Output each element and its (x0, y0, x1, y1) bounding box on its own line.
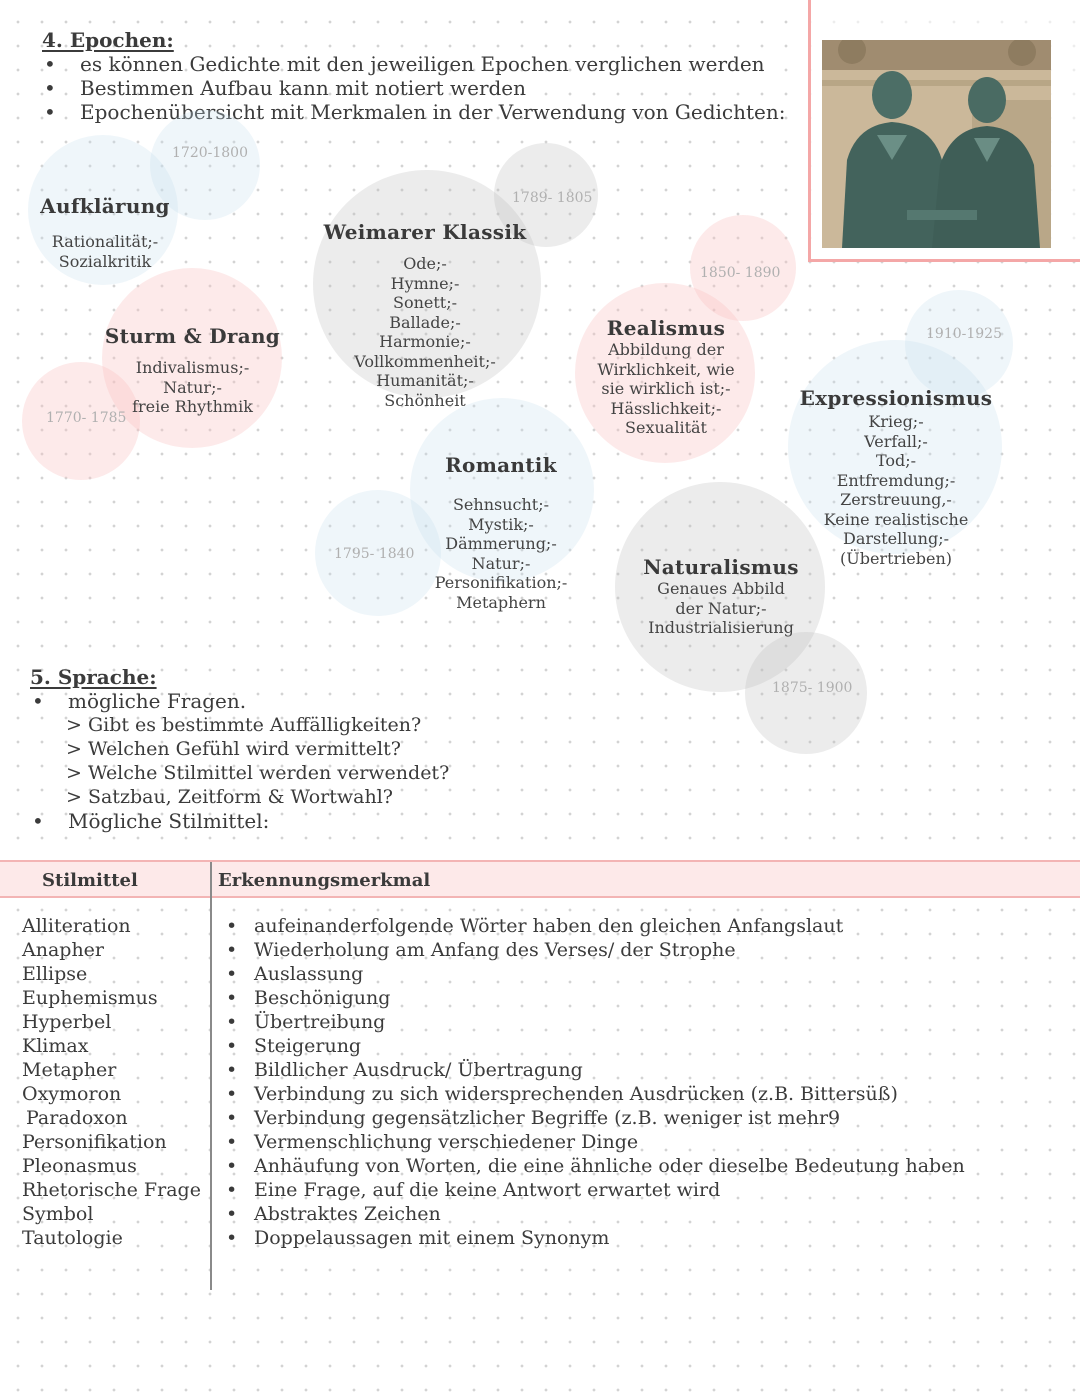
table-term: Tautologie (22, 1227, 123, 1249)
expressionismus-date: 1910-1925 (926, 326, 1002, 342)
table-header-stilmittel: Stilmittel (42, 870, 138, 891)
table-term: Symbol (22, 1203, 94, 1225)
epoch-feature: Industrialisierung (648, 618, 794, 637)
section-5-bullets (30, 689, 246, 713)
epoch-title: Naturalismus (643, 555, 799, 579)
epoch-feature: Vollkommenheit;- (354, 351, 496, 371)
table-divider (210, 862, 212, 1290)
table-definition: • Steigerung (218, 1034, 965, 1058)
table-term: Hyperbel (22, 1011, 112, 1033)
epoch-feature: Harmonie;- (379, 332, 471, 351)
epoch-feature: (Übertrieben) (839, 548, 952, 568)
epoch-feature: Wirklichkeit, wie (597, 359, 735, 379)
epoch-title: Sturm & Drang (104, 324, 281, 348)
epoch-feature: Sexualität (625, 418, 707, 437)
table-term: Metapher (22, 1059, 117, 1081)
epoch-aufklaerung (30, 194, 180, 271)
epoch-feature: Verfall;- (864, 431, 928, 451)
section-4-title: 4. Epochen: (42, 28, 174, 52)
section-4-bullets (42, 52, 786, 124)
table-header-erkennungsmerkmal: Erkennungsmerkmal (218, 870, 431, 891)
epoch-feature: Mystik;- (468, 514, 534, 534)
table-definition: • Bildlicher Ausdruck/ Übertragung (218, 1058, 965, 1082)
epoch-feature: Indivalismus;- (135, 358, 250, 377)
naturalismus-date: 1875- 1900 (772, 680, 853, 696)
section-4-bullet: • Bestimmen Aufbau kann mit notiert werden (42, 76, 786, 100)
table-definition: • Verbindung zu sich widersprechenden Ausdrücken (z.B. Bittersüß) (218, 1082, 965, 1106)
table-term: Oxymoron (22, 1083, 122, 1105)
table-term: Anapher (22, 939, 105, 961)
section-4-bullet: • Epochenübersicht mit Merkmalen in der Verwendung von Gedichten: (42, 100, 786, 124)
merkmal-column (218, 914, 965, 1250)
epoch-feature: Keine realistische (823, 509, 969, 529)
section-5-title: 5. Sprache: (30, 665, 157, 689)
sturm-date: 1770- 1785 (46, 410, 127, 426)
table-definition: • Vermenschlichung verschiedener Dinge (218, 1130, 965, 1154)
question-list (0, 713, 449, 809)
table-term: Pleonasmus (22, 1155, 137, 1177)
table-definition: • Anhäufung von Worten, die eine ähnliche oder dieselbe Bedeutung haben (218, 1154, 965, 1178)
stilmittel-column (22, 914, 201, 1250)
epoch-feature: Personifikation;- (434, 573, 568, 592)
epoch-feature: Hymne;- (390, 273, 460, 293)
epoch-feature: Schönheit (384, 390, 466, 410)
table-definition: • Abstraktes Zeichen (218, 1202, 965, 1226)
epoch-title: Weimarer Klassik (323, 220, 527, 244)
table-term: Alliteration (22, 915, 131, 937)
epoch-feature: Genaues Abbild (657, 579, 785, 598)
table-definition: • aufeinanderfolgende Wörter haben den gleichen Anfangslaut (218, 914, 965, 938)
epoch-sturm-und-drang (100, 324, 285, 417)
realismus-date: 1850- 1890 (700, 265, 781, 281)
section-4 (42, 28, 174, 52)
table-term: Euphemismus (22, 987, 158, 1009)
epoch-weimarer-klassik (320, 220, 530, 410)
table-definition: • Verbindung gegensätzlicher Begriffe (z.B. weniger ist mehr9 (218, 1106, 965, 1130)
table-definition: • Übertreibung (218, 1010, 965, 1034)
epoch-feature: Darstellung;- (842, 529, 949, 548)
romantik-date: 1795- 1840 (334, 546, 415, 562)
section-4-bullet: • es können Gedichte mit den jeweiligen Epochen verglichen werden (42, 52, 786, 76)
epoch-feature: Hässlichkeit;- (610, 398, 722, 418)
epoch-feature: sie wirklich ist;- (601, 379, 731, 398)
epoch-feature: Abbildung der (608, 340, 724, 359)
table-header (0, 860, 1080, 898)
question-item: > Gibt es bestimmte Auffälligkeiten? (66, 714, 422, 736)
epoch-feature: Ballade;- (389, 312, 461, 332)
question-item: > Welchen Gefühl wird vermittelt? (66, 738, 401, 760)
epoch-feature: Zerstreuung,- (840, 490, 952, 509)
section-5-bullets-2 (30, 809, 269, 833)
epoch-feature: Sonett;- (392, 293, 458, 312)
epoch-feature: Metaphern (456, 592, 546, 612)
section-5-bullet: • mögliche Fragen. (30, 689, 246, 713)
question-item: > Welche Stilmittel werden verwendet? (66, 762, 450, 784)
epoch-realismus (578, 316, 754, 438)
epoch-feature: der Natur;- (675, 598, 767, 618)
epoch-feature: Sozialkritik (58, 251, 152, 271)
aufklaerung-date: 1720-1800 (172, 145, 248, 161)
epoch-feature: Natur;- (163, 377, 222, 397)
section-5-bullet: • Mögliche Stilmittel: (30, 809, 269, 833)
epoch-feature: Natur;- (471, 553, 531, 573)
section-5 (30, 665, 157, 689)
epoch-feature: Humanität;- (376, 371, 474, 390)
klassik-date: 1789- 1805 (512, 190, 593, 206)
epoch-feature: freie Rhythmik (132, 397, 253, 416)
epoch-feature: Ode;- (403, 254, 447, 273)
epoch-feature: Rationalität;- (51, 232, 159, 251)
epoch-naturalismus (628, 555, 814, 638)
epoch-romantik (410, 453, 592, 612)
table-definition: • Auslassung (218, 962, 965, 986)
table-term: Ellipse (22, 963, 88, 985)
epoch-feature: Dämmerung;- (445, 534, 557, 553)
table-term: Klimax (22, 1035, 89, 1057)
table-term: Paradoxon (26, 1107, 128, 1129)
table-term: Rhetorische Frage (22, 1179, 201, 1201)
epoch-feature: Tod;- (875, 451, 917, 470)
question-item: > Satzbau, Zeitform & Wortwahl? (66, 786, 393, 808)
epoch-title: Romantik (445, 453, 557, 477)
expressionismus-date-circle (905, 290, 1013, 398)
table-term: Personifikation (22, 1131, 167, 1153)
epoch-feature: Entfremdung;- (836, 470, 956, 490)
epoch-feature: Krieg;- (868, 412, 924, 431)
epoch-title: Aufklärung (40, 194, 170, 218)
table-definition: • Beschönigung (218, 986, 965, 1010)
statue-photo-icon (822, 40, 1051, 248)
table-definition: • Doppelaussagen mit einem Synonym (218, 1226, 965, 1250)
photo-frame (808, 0, 1080, 262)
table-definition: • Eine Frage, auf die keine Antwort erwartet wird (218, 1178, 965, 1202)
epoch-title: Expressionismus (799, 386, 993, 410)
epoch-expressionismus (796, 386, 996, 568)
epoch-title: Realismus (606, 316, 726, 340)
epoch-feature: Sehnsucht;- (452, 495, 550, 514)
table-definition: • Wiederholung am Anfang des Verses/ der Strophe (218, 938, 965, 962)
